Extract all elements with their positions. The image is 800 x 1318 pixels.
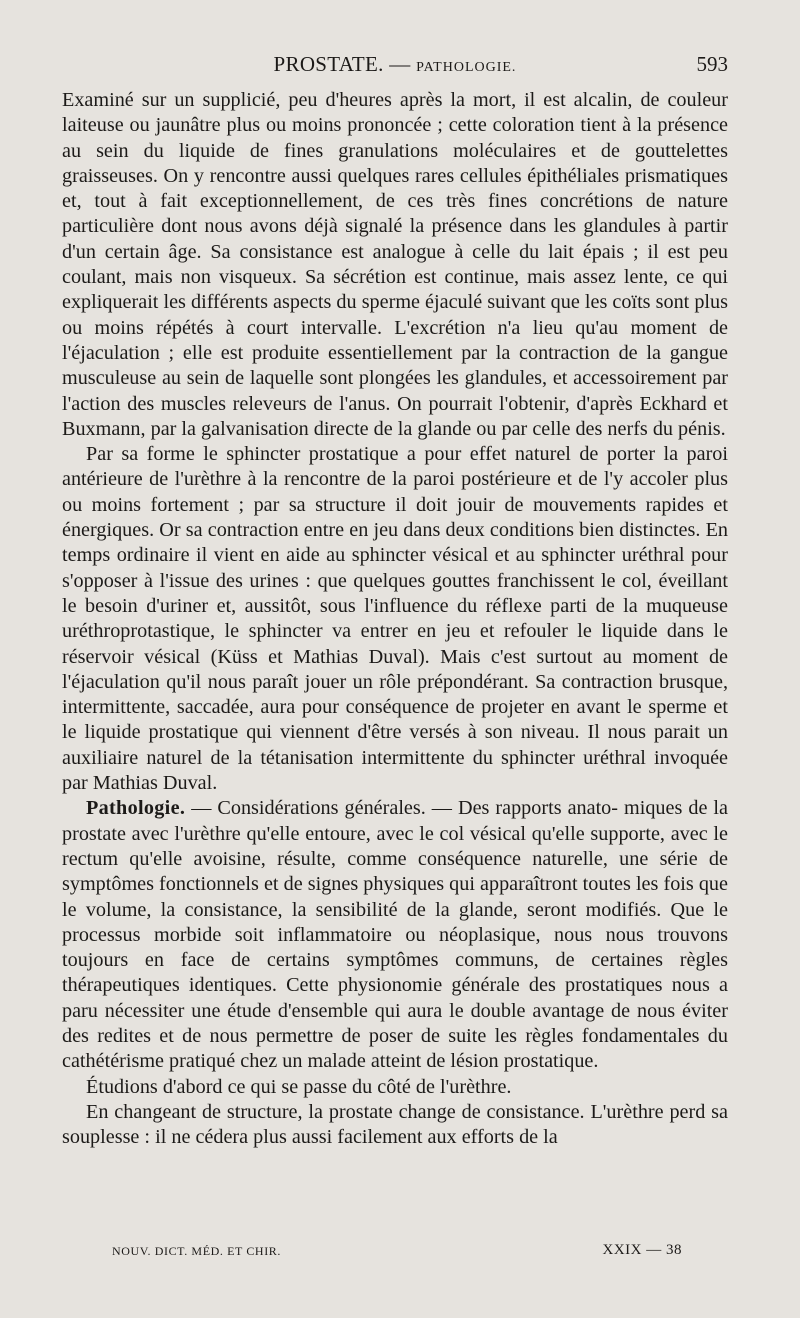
footer-signature-mark: XXIX — 38 (602, 1242, 682, 1258)
paragraph-1: Examiné sur un supplicié, peu d'heures après la mort, il est alcalin, de couleur laiteuse ou jaunâtre plus ou moins prononcée ; cette coloration tient à la présence au sein du liquide de fines granulations moléculaires et de gouttelettes graisseuses. On y rencontre aussi quelques rares cellules épithéliales prismatiques et, tout à fait exceptionnellement, de ces très fines concrétions de nature particulière dont nous avons déjà signalé la présence dans les glandules à partir d'un certain âge. Sa consistance est analogue à celle du lait épais ; il est peu coulant, mais non visqueux. Sa sécrétion est continue, mais assez lente, ce qui expliquerait les différents aspects du sperme éjaculé suivant que les coïts sont plus ou moins répétés à court intervalle. L'excrétion n'a lieu qu'au moment de l'éjaculation ; elle est produite essentiellement par la contraction de la gangue musculeuse au sein de laquelle sont plongées les glandules, et accessoirement par l'action des muscles releveurs de l'anus. On pourrait l'obtenir, d'après Eckhard et Buxmann, par la galvanisation directe de la glande ou par celle des nerfs du pénis. (62, 89, 728, 440)
section-heading-rest: — Considérations générales. — Des rapports anato- (185, 797, 619, 820)
paragraph-4: Étudions d'abord ce qui se passe du côté de l'urèthre. (86, 1075, 512, 1098)
running-title-main: PROSTATE. (273, 52, 384, 76)
section-heading: Pathologie. (86, 797, 186, 820)
running-title-subtitle: PATHOLOGIE. (416, 60, 517, 75)
running-title (62, 52, 728, 77)
paragraph-2: Par sa forme le sphincter prostatique a pour effet naturel de porter la paroi antérieure de l'urèthre à la rencontre de la paroi postérieure et de l'y accoler plus ou moins fortement ; par sa structure il doit jouir de mouvements rapides et énergiques. Or sa contraction entre en jeu dans deux conditions bien distinctes. En temps ordinaire il vient en aide au sphincter vésical et au sphincter uréthral pour s'opposer à l'issue des urines : que quelques gouttes franchissent le col, éveillant le besoin d'uriner et, aussitôt, sous l'influence du réflexe parti de la muqueuse uréthroprotastique, le sphincter va entrer en jeu et refouler le liquide dans le réservoir vésical (Küss et Mathias Duval). Mais c'est surtout au moment de l'éjaculation qu'il nous paraît jouer un rôle prépondérant. Sa contraction brusque, intermittente, saccadée, aura pour conséquence de projeter en avant le sperme et le liquide prostatique qui viennent d'être versés à son niveau. Il nous parait un auxiliaire naturel de la tétanisation intermittente du sphincter uréthral invoquée par Mathias Duval. (62, 443, 728, 795)
footer-signature-title: NOUV. DICT. MÉD. ET CHIR. (112, 1244, 282, 1258)
paragraph-3 (62, 796, 728, 1074)
running-title-dash: — (389, 52, 411, 76)
running-head (62, 52, 728, 82)
page-number: 593 (696, 52, 728, 76)
body-text (62, 88, 728, 1150)
paragraph-5: En changeant de structure, la prostate change de consistance. L'urèthre perd sa souplesse : il ne cédera plus aussi facilement aux efforts de la (62, 1100, 728, 1149)
paragraph-3-body: miques de la prostate avec l'urèthre qu'elle entoure, avec le col vésical qu'elle supporte, avec le rectum qu'elle avoisine, résulte, comme conséquence naturelle, une série de symptômes fonctionnels et de signes physiques qui apparaîtront toutes les fois que le volume, la consistance, la sensibilité de la glande, seront modifiés. Que le processus morbide soit inflammatoire ou néoplasique, nous nous trouvons toujours en face de certains symptômes communs, de certaines règles thérapeutiques identiques. Cette physionomie générale des prostatiques nous a paru nécessiter une étude d'ensemble qui aura le double avantage de nous éviter des redites et de nous permettre de poser de suite les règles fondamentales du cathétérisme pratiqué chez un malade atteint de lésion prostatique. (62, 797, 728, 1073)
page-footer (112, 1242, 682, 1262)
